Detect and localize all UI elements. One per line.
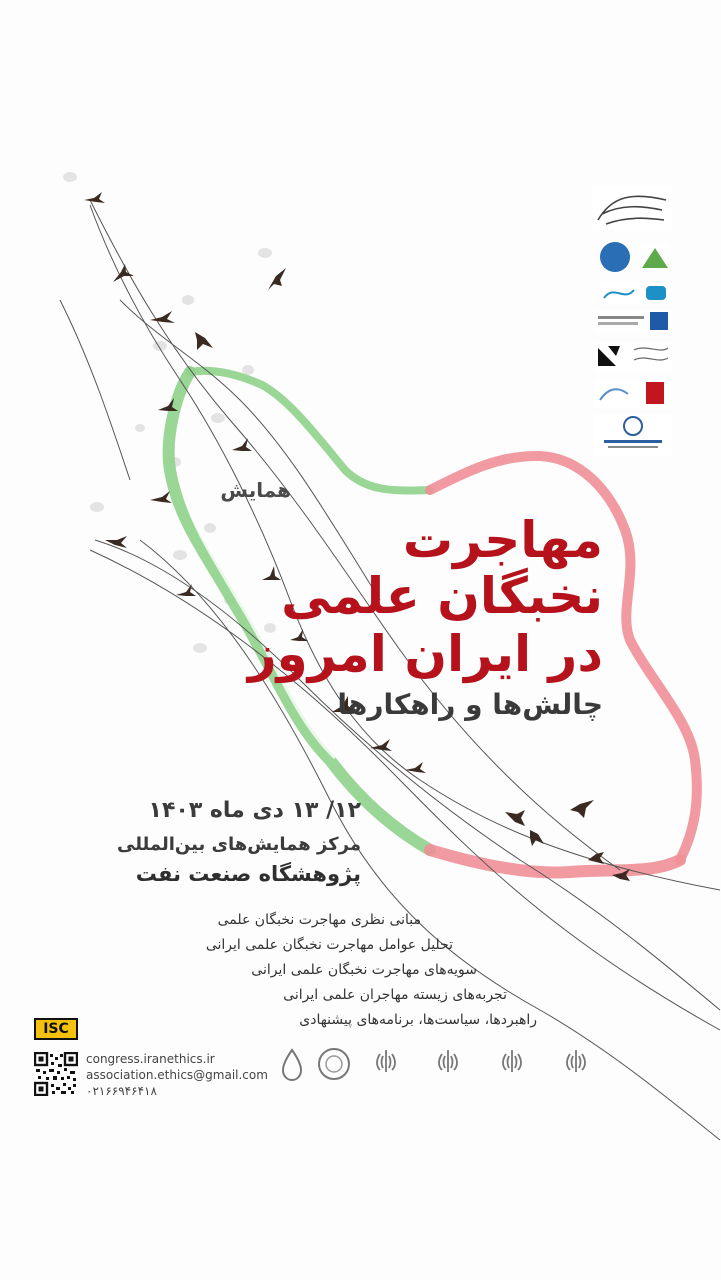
association-logo bbox=[592, 186, 672, 230]
event-kicker: همایش bbox=[220, 478, 291, 502]
round-seal-emblem-icon bbox=[310, 1046, 358, 1086]
qr-code-icon[interactable] bbox=[34, 1052, 78, 1096]
topic-item: مبانی نظری مهاجرت نخبگان علمی bbox=[217, 912, 421, 928]
iran-emblem-icon bbox=[362, 1048, 410, 1078]
event-subtitle: چالش‌ها و راهکارها bbox=[337, 688, 603, 721]
event-title-line1: مهاجرت bbox=[402, 511, 603, 569]
red-logo bbox=[594, 380, 672, 408]
venue-line2: پژوهشگاه صنعت نفت bbox=[135, 862, 361, 886]
iran-emblem-icon bbox=[488, 1048, 536, 1078]
event-title-line3: در ایران امروز bbox=[247, 625, 603, 683]
contact-website[interactable]: congress.iranethics.ir bbox=[86, 1052, 215, 1066]
black-emblem-logo bbox=[594, 342, 672, 372]
studies-logo bbox=[594, 310, 672, 332]
topic-item: تحلیل عوامل مهاجرت نخبگان علمی ایرانی bbox=[205, 937, 453, 953]
university-logo bbox=[600, 242, 630, 272]
green-building-logo bbox=[640, 244, 670, 270]
iran-emblem-icon bbox=[552, 1048, 600, 1078]
event-title-line2: نخبگان علمی bbox=[281, 567, 603, 625]
venue-line1: مرکز همایش‌های بین‌المللی bbox=[117, 834, 361, 855]
oil-ministry-emblem-icon bbox=[268, 1048, 316, 1086]
event-date: ۱۲/ ۱۳ دی ماه ۱۴۰۳ bbox=[148, 798, 361, 823]
contact-phone: ۰۲۱۶۶۹۴۶۴۱۸ bbox=[86, 1084, 157, 1098]
topic-item: راهبردها، سیاست‌ها، برنامه‌های پیشنهادی bbox=[299, 1012, 537, 1028]
topic-item: سویه‌های مهاجرت نخبگان علمی ایرانی bbox=[251, 962, 477, 978]
blue-logo bbox=[600, 282, 670, 304]
iran-emblem-icon bbox=[424, 1048, 472, 1078]
institute-logo bbox=[594, 414, 672, 456]
isc-badge: ISC bbox=[34, 1018, 78, 1040]
contact-email[interactable]: association.ethics@gmail.com bbox=[86, 1068, 268, 1082]
topic-item: تجربه‌های زیسته مهاجران علمی ایرانی bbox=[283, 987, 507, 1003]
